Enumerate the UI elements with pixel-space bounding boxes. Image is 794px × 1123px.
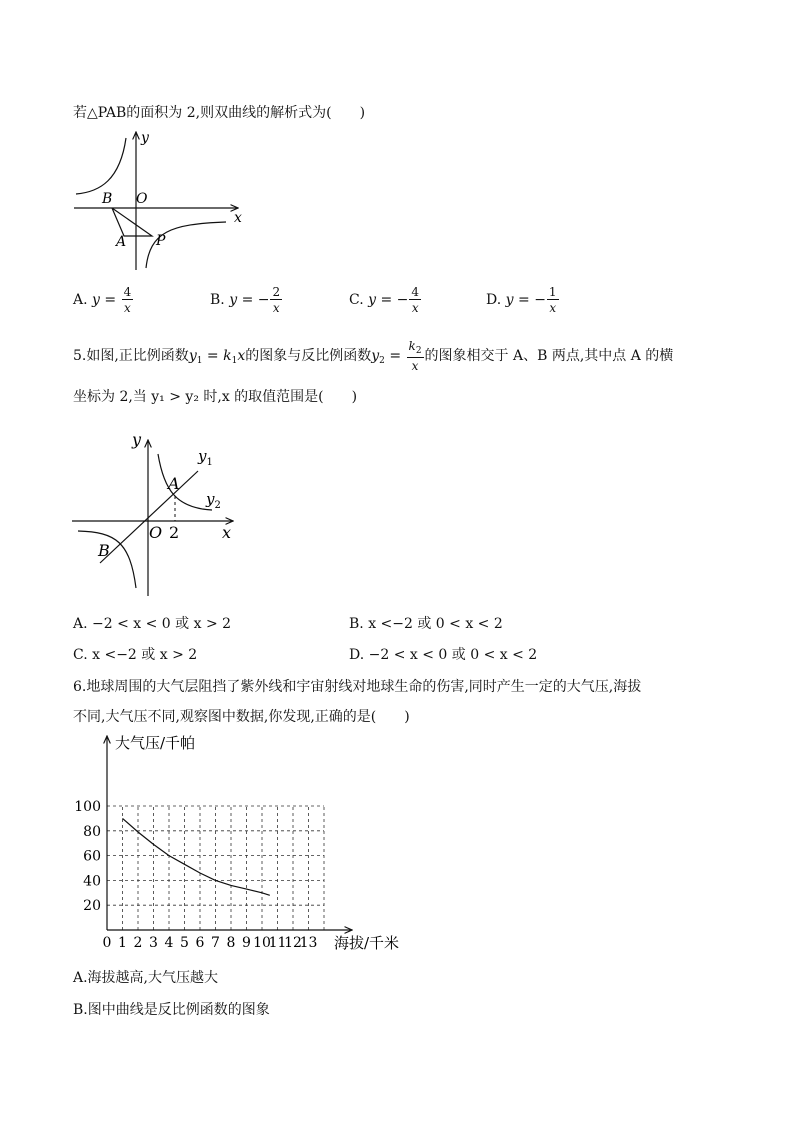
q4-branch-upper-left [76,138,126,194]
q6-x-tick-label: 2 [133,935,143,951]
q4-option-d[interactable]: D. y = − $\frac{1}{x}$ [486,285,557,315]
q5-label-two: 2 [169,523,180,542]
q4-option-a[interactable]: A. y = $\frac{4}{x}$ [73,285,132,315]
q5-label-y: y [132,430,142,449]
q5-option-d[interactable]: D. −2 < x < 0 或 0 < x < 2 [349,647,538,663]
q4-option-c[interactable]: C. y = − $\frac{4}{x}$ [349,285,420,315]
q6-x-tick-label: 10 [253,935,271,951]
q6-x-tick-label: 5 [180,935,189,951]
q4-option-b[interactable]: B. y = − $\frac{2}{x}$ [210,285,281,315]
q4-stem: 若△PAB的面积为 2,则双曲线的解析式为( ) [73,105,366,121]
q6-x-tick-label: 13 [299,935,318,951]
q6-y-tick-label: 60 [83,848,101,865]
q6-x-tick-label: 9 [242,935,251,951]
q5-option-b[interactable]: B. x <−2 或 0 < x < 2 [349,616,503,632]
q4-triangle [112,208,152,236]
q4-label-p: P [156,233,166,249]
q6-x-tick-label: 11 [268,935,287,951]
q5-label-y1: $y_1$ [198,447,213,468]
q6-y-tick-label: 40 [83,873,101,890]
q6-x-tick-label: 6 [195,935,205,951]
q4-label-b: B [102,191,113,207]
q5-label-a: A [168,474,180,493]
q6-xlabel: 海拔/千米 [334,934,400,952]
q5-label-o: O [149,523,163,542]
q4-label-o: O [136,191,148,207]
q5-stem-line1: 5.如图,正比例函数$y_1 = k_1x$的图象与反比例函数$y_2$ = $\frac{k_2}{x}$ 的图象相交于 A、B 两点,其中点 A 的横 [73,339,674,373]
q6-y-tick-label: 20 [83,898,101,915]
q6-x-tick-label: 1 [118,935,127,951]
q6-x-tick-label: 7 [211,935,220,951]
q5-stem-line2: 坐标为 2,当 y₁ > y₂ 时,x 的取值范围是( ) [73,389,358,405]
q5-label-x: x [222,523,232,542]
q4-label-a: A [116,234,127,250]
q5-option-c[interactable]: C. x <−2 或 x > 2 [73,647,198,663]
q6-ylabel: 大气压/千帕 [115,734,196,752]
q6-stem-line1: 6.地球周围的大气层阻挡了紫外线和宇宙射线对地球生命的伤害,同时产生一定的大气压,海拔 [73,679,642,695]
q6-stem-line2: 不同,大气压不同,观察图中数据,你发现,正确的是( ) [73,709,410,725]
q6-option-b[interactable]: B.图中曲线是反比例函数的图象 [73,1002,270,1018]
q6-x-tick-label: 4 [164,935,174,951]
q6-y-tick-label: 100 [74,799,101,815]
q6-x-tick-label: 0 [102,935,112,951]
q6-x-tick-label: 3 [149,935,158,951]
q5-label-b: B [98,541,110,560]
q6-option-a[interactable]: A.海拔越高,大气压越大 [73,970,219,986]
q5-line-y1 [100,471,198,563]
q4-figure [70,128,250,273]
q5-figure [70,428,245,598]
q5-label-y2: $y_2$ [206,490,221,511]
q5-option-a[interactable]: A. −2 < x < 0 或 x > 2 [73,616,232,632]
q6-x-tick-label: 8 [226,935,236,951]
q6-chart [70,730,430,960]
q4-label-y: y [141,130,149,146]
q6-series-line [123,818,270,895]
q4-label-x: x [234,210,242,226]
q6-x-tick-label: 12 [284,935,302,951]
q6-y-tick-label: 80 [83,823,101,840]
